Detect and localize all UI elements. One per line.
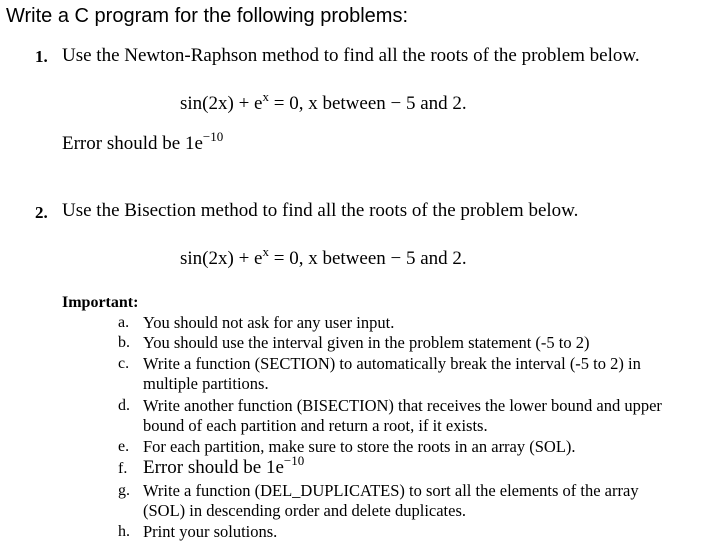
list-item-letter: c. xyxy=(118,355,130,372)
list-item-letter: b. xyxy=(118,334,130,351)
list-item-letter: f. xyxy=(118,460,128,477)
list-item-text: multiple partitions. xyxy=(143,374,269,393)
list-item-letter: e. xyxy=(118,438,130,455)
equation-lhs: sin(2x) + e xyxy=(180,93,263,114)
question-1-equation xyxy=(180,89,467,115)
list-item-text: Print your solutions. xyxy=(143,522,278,541)
list-item-text: Write a function (SECTION) to automatically break the interval (-5 to 2) in xyxy=(143,354,641,373)
equation-rest: = 0, x between − 5 and 2. xyxy=(268,248,467,269)
list-item-text: You should not ask for any user input. xyxy=(143,313,395,332)
list-item-text: You should use the interval given in the problem statement (-5 to 2) xyxy=(143,333,590,352)
question-2-equation xyxy=(180,244,467,270)
list-item-letter: a. xyxy=(118,314,130,331)
list-item-text: Write another function (BISECTION) that receives the lower bound and upper xyxy=(143,396,662,415)
list-item-text: For each partition, make sure to store the roots in an array (SOL). xyxy=(143,437,576,456)
equation-lhs: sin(2x) + e xyxy=(180,248,263,269)
question-1-error xyxy=(62,129,224,155)
error-text: Error should be 1e xyxy=(143,457,284,478)
important-heading: Important: xyxy=(62,294,139,311)
list-item-error xyxy=(143,453,305,479)
equation-exponent: x xyxy=(262,244,269,259)
list-item-letter: h. xyxy=(118,523,130,540)
list-item-letter: d. xyxy=(118,397,130,414)
question-2-number: 2. xyxy=(35,203,48,222)
equation-exponent: x xyxy=(262,89,269,104)
list-item-letter: g. xyxy=(118,482,130,499)
list-item-text: Write a function (DEL_DUPLICATES) to sort all the elements of the array xyxy=(143,481,639,500)
list-item-text: bound of each partition and return a root, if it exists. xyxy=(143,416,488,435)
question-2-text: Use the Bisection method to find all the roots of the problem below. xyxy=(62,200,579,221)
error-exponent: −10 xyxy=(202,129,224,144)
page-title: Write a C program for the following problems: xyxy=(6,5,409,27)
error-exponent: −10 xyxy=(283,453,305,468)
error-text: Error should be 1e xyxy=(62,133,203,154)
list-item-text: (SOL) in descending order and delete duplicates. xyxy=(143,501,467,520)
equation-rest: = 0, x between − 5 and 2. xyxy=(268,93,467,114)
question-1-number: 1. xyxy=(35,47,48,66)
question-1-text: Use the Newton-Raphson method to find all the roots of the problem below. xyxy=(62,45,640,66)
